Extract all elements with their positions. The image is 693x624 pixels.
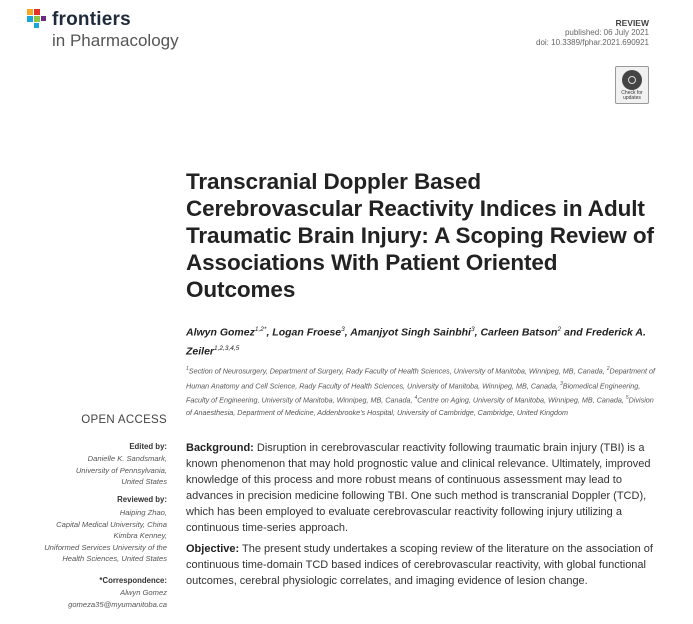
journal-brand-subtitle: in Pharmacology [52, 31, 179, 50]
affiliation: Section of Neurosurgery, Department of Surgery, Rady Faculty of Health Sciences, University of Manitoba, Winnipeg, MB, Canada, [188, 366, 607, 376]
article-title: Transcranial Doppler Based Cerebrovascular Reactivity Indices in Adult Traumatic Brain Injury: A Scoping Review of Associations With Patient Oriented Outcomes [186, 169, 654, 302]
author-name[interactable]: Amanjyot Singh Sainbhi [350, 326, 471, 339]
reviewer-name[interactable]: Kimbra Kenney, [113, 531, 167, 540]
frontiers-logo-icon [27, 9, 47, 29]
background-text: Disruption in cerebrovascular reactivity following traumatic brain injury (TBI) is a known phenomenon that may hold prognostic value and clinical relevance. Ultimately, improved knowledge of this process and more robust means of continuous assessment may lead to advances in precision medicine following TBI. One such method is transcranial Doppler (TCD), which has been employed to evaluate cerebrovascular reactivity following injury utilizing a continuous time-series approach. [186, 442, 651, 534]
reviewer-affiliation: Uniformed Services University of the [44, 542, 167, 552]
check-updates-label: Check for updates [621, 90, 643, 101]
affiliation: Division of Anaesthesia, Department of Medicine, Addenbrooke's Hospital, University of Cambridge, Cambridge, United Kingdom [186, 395, 654, 418]
author-sup: 1,2,3,4,5 [214, 344, 240, 352]
affiliation: Centre on Aging, University of Manitoba, Winnipeg, MB, Canada, [417, 395, 626, 405]
affiliation-sup: 2 [606, 366, 610, 372]
edited-by-label: Edited by: [129, 442, 167, 451]
reviewer-name[interactable]: Haiping Zhao, [119, 508, 167, 517]
correspondence-email[interactable]: gomeza35@myumanitoba.ca [68, 599, 167, 609]
author-name[interactable]: Alwyn Gomez [186, 326, 255, 339]
journal-brand-name: frontiers [52, 9, 131, 30]
abstract-background [186, 441, 656, 536]
abstract-objective [186, 542, 656, 590]
check-updates-icon [622, 70, 642, 90]
affiliation: Biomedical Engineering, Faculty of Engineering, University of Manitoba, Winnipeg, MB, Canada, [186, 381, 641, 405]
author-name[interactable]: Frederick A. Zeiler [186, 326, 646, 357]
author-name[interactable]: Carleen Batson [480, 326, 558, 339]
affiliation-sup: 1 [186, 366, 189, 372]
author-sup: 1,2* [254, 326, 267, 333]
correspondence-info [68, 587, 167, 610]
editor-affiliation: University of Pennsylvania, [75, 465, 167, 475]
editor-name[interactable]: Danielle K. Sandsmark, [87, 454, 167, 463]
affiliation: Department of Human Anatomy and Cell Science, Rady Faculty of Health Sciences, University of Manitoba, Winnipeg, MB, Canada, [186, 366, 656, 391]
affiliation-sup: 5 [625, 395, 629, 402]
author-sup: 3 [341, 326, 345, 333]
reviewer-info [44, 507, 167, 565]
affiliations [186, 363, 656, 419]
editor-info [76, 453, 167, 488]
objective-text: The present study undertakes a scoping review of the literature on the association of continuous time-domain TCD based indices of cerebrovascular reactivity, with global functional outcomes, cerebral physiologic correlates, and imaging evidence of lesion change. [186, 543, 653, 588]
author-sup: 2 [557, 326, 562, 333]
correspondence-name: Alwyn Gomez [120, 588, 167, 597]
correspondence-label: *Correspondence: [99, 576, 167, 585]
affiliation-sup: 3 [560, 380, 563, 387]
reviewer-affiliation: Health Sciences, United States [62, 554, 167, 563]
article-type: REVIEW [615, 18, 649, 28]
author-list: Alwyn Gomez$^{1,2*}$, Logan Froese$^3$, Amanjyot Singh Sainbhi$^3$, Carleen Batson$^2$ and Frederick A. Zeiler$^{1,2,3,4,5}$ [186, 326, 646, 357]
abstract [186, 441, 656, 596]
affiliation-sup: 4 [414, 395, 418, 402]
reviewer-affiliation: Capital Medical University, China [56, 519, 167, 529]
author-name[interactable]: Logan Froese [272, 326, 342, 339]
doi[interactable]: doi: 10.3389/fphar.2021.690921 [536, 38, 649, 47]
objective-heading: Objective: [186, 543, 240, 556]
article-meta [536, 18, 649, 48]
author-sup: 3 [470, 326, 475, 333]
editor-country: United States [121, 477, 167, 486]
open-access-label: OPEN ACCESS [81, 414, 167, 426]
reviewed-by-label: Reviewed by: [117, 495, 167, 504]
published-date: published: 06 July 2021 [564, 28, 649, 37]
check-for-updates-button[interactable] [615, 66, 649, 104]
background-heading: Background: [186, 442, 254, 454]
